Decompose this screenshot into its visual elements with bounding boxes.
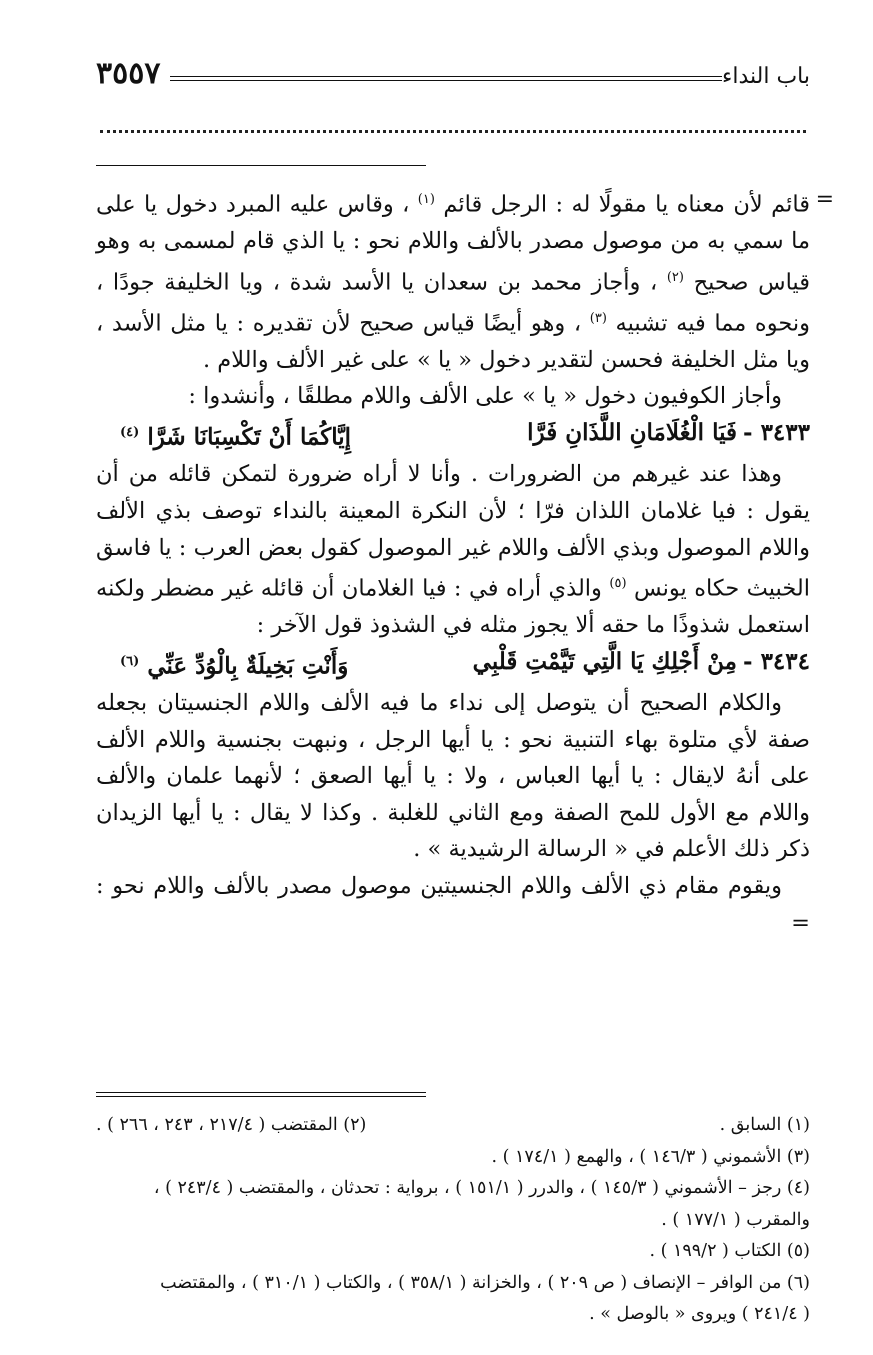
footnote-ref-3: (٣) (589, 310, 607, 326)
footnote-ref-5: (٥) (609, 576, 627, 592)
verse-3433 (96, 415, 810, 456)
verse-3434-first-hemistich (473, 644, 810, 685)
footnote-row-1-2 (96, 1110, 810, 1142)
paragraph-3-part-a: وهذا عند غيرهم من الضرورات . وأنا لا أراه ضرورة لتمكن قائله من أن يقول : فيا غلامان اللذان فرّا ؛ لأن النكرة المعينة بالنداء توصف بذي الألف واللام الموصول وبذي الألف واللام غير الموصول كقول بعض العرب : يا فاسق الخبيث حكاه يونس (96, 461, 810, 602)
book-page (96, 56, 834, 1324)
footnote-divider (96, 1092, 426, 1097)
paragraph-1-part-d: ، وهو أيضًا قياس صحيح لأن تقديره : يا مثل الأسد ، ويا مثل الخليفة فحسن لتقدير دخول « يا » على غير الألف واللام . (96, 310, 810, 373)
short-divider (96, 165, 426, 166)
paragraph-3 (96, 456, 810, 643)
footnote-6-line-1: (٦) من الوافر – الإنصاف ( ص ٢٠٩ ) ، والخزانة ( ٣٥٨/١ ) ، والكتاب ( ٣١٠/١ ) ، والمقتضب (160, 1272, 810, 1293)
paragraph-2: وأجاز الكوفيون دخول « يا » على الألف واللام مطلقًا ، وأنشدوا : (188, 383, 782, 410)
verse-3434-first-text: مِنْ أَجْلِكِ يَا الَّتِي تَيَّمْتِ قَلْبِي (472, 647, 738, 675)
verse-3434 (96, 644, 810, 685)
main-text (96, 182, 834, 941)
footnote-ref-6: (٦) (120, 653, 140, 669)
footnote-1: (١) السابق . (719, 1115, 810, 1135)
paragraph-1 (96, 182, 810, 378)
verse-3433-second-text: إِيَّاكُمَا أَنْ تَكْسِبَانَا شَرَّا (147, 423, 351, 451)
paragraph-1-part-c: ، وأجاز محمد بن سعدان يا الأسد شدة ، ويا الخليفة جودًا ، ونحوه مما فيه تشبيه (96, 269, 810, 337)
page-number: ٣٥٥٧ (96, 56, 161, 91)
footnote-ref-1: (١) (417, 192, 435, 207)
footnote-5: (٥) الكتاب ( ١٩٩/٢ ) . (649, 1241, 810, 1261)
verse-3434-number: ٣٤٣٤ - (743, 647, 810, 675)
verse-3433-first-text: فَيَا الْغُلَامَانِ اللَّذَانِ فَرَّا (527, 419, 738, 447)
dotted-divider (100, 130, 806, 139)
paragraph-3-part-b: والذي أراه في : فيا الغلامان أن قائله غير مضطر ولكنه استعمل شذوذًا ما حقه ألا يجوز مثله في الشذوذ قول الآخر : (96, 575, 810, 639)
footnote-6-line-2: ( ٢٤١/٤ ) ويروى « بالوصل » . (589, 1304, 810, 1324)
footnote-ref-4: (٤) (120, 425, 140, 441)
footnotes (96, 1110, 810, 1331)
page-header (96, 58, 810, 98)
header-rule (170, 76, 722, 81)
paragraph-4: والكلام الصحيح أن يتوصل إلى نداء ما فيه الألف واللام الجنسيتان بجعله صفة لأي متلوة بهاء التنبية نحو : يا أيها الرجل ، ونبهت بجنسية واللام الألف على أنهُ لايقال : يا أيها العباس ، ولا : يا أيها الصعق ؛ لأنهما علمان والألف واللام مع الأول للمح الصفة ومع الثاني للغلبة . وكذا لا يقال : يا أيها الزيدان ذكر ذلك الأعلم في « الرسالة الرشيدية » . (96, 690, 810, 863)
verse-3433-number: ٣٤٣٣ - (743, 419, 810, 447)
footnote-4-line-2: والمقرب ( ١٧٧/١ ) . (661, 1209, 810, 1230)
verse-3433-second-hemistich (120, 415, 351, 456)
running-title: باب النداء (722, 64, 810, 89)
paragraph-5: ويقوم مقام ذي الألف واللام الجنسيتين موصول مصدر بالألف واللام نحو : = (96, 873, 810, 936)
verse-3434-second-text: وَأَنْتِ بَخِيلَةٌ بِالْوُدِّ عَنِّي (147, 652, 349, 680)
continuation-marker: = (815, 187, 834, 212)
verse-3434-second-hemistich (120, 644, 348, 685)
paragraph-1-part-b: ، وقاس عليه المبرد دخول يا على ما سمي به من موصول مصدر بالألف واللام نحو : يا الذي قام لمسمى به وهو قياس صحيح (96, 191, 810, 296)
footnote-2: (٢) المقتضب ( ٢١٧/٤ ، ٢٤٣ ، ٢٦٦ ) . (96, 1115, 367, 1135)
footnote-ref-2: (٢) (666, 269, 684, 285)
paragraph-1-part-a: قائم لأن معناه يا مقولًا له : الرجل قائم (434, 191, 810, 218)
footnote-3: (٣) الأشموني ( ١٤٦/٣ ) ، والهمع ( ١٧٤/١ ) . (491, 1146, 810, 1167)
footnote-4-line-1: (٤) رجز – الأشموني ( ١٤٥/٣ ) ، والدرر ( ١٥١/١ ) ، برواية : تحدثان ، والمقتضب ( ٢٤٣/٤ ) ، (153, 1178, 810, 1198)
verse-3433-first-hemistich (527, 415, 810, 456)
